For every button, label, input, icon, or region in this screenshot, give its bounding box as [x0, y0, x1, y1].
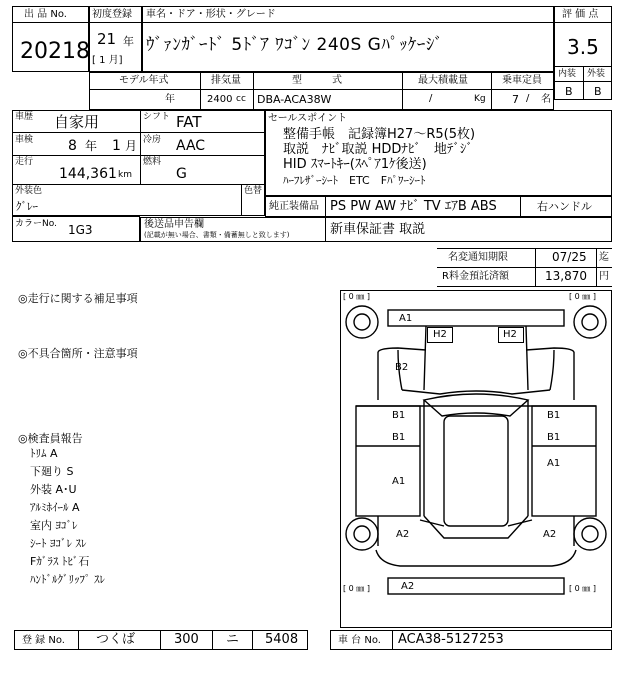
first-reg-year-unit: 年	[123, 35, 134, 48]
displacement-label: 排気量	[211, 75, 241, 86]
color-no-label: カラーNo.	[15, 219, 57, 229]
inspector-line: ｼｰﾄ ﾖｺﾞﾚ ｽﾚ	[30, 537, 87, 550]
shift-value: FAT	[176, 113, 202, 131]
capacity-label: 乗車定員	[502, 75, 542, 86]
damage-mark: B1	[392, 432, 406, 443]
first-reg-month: [ 1 月]	[92, 55, 123, 66]
inspector-line: ﾄﾘﾑ A	[30, 447, 58, 460]
tire-depth-rear-right: [ 0 ㎜ ]	[569, 584, 596, 593]
recycle-value: 13,870	[545, 269, 587, 283]
damage-mark: A1	[399, 313, 413, 324]
shift-label: シフト	[143, 112, 171, 122]
registration-label: 登 録 No.	[22, 635, 65, 646]
sales-point-line: ﾊｰﾌﾚｻﾞｰｼｰﾄ ETC Fﾊﾟﾜｰｼｰﾄ	[283, 174, 426, 187]
recycle-unit: 円	[599, 271, 609, 282]
documents-label: 後送品申告欄	[144, 219, 204, 230]
model-year-label: モデル年式	[119, 75, 169, 86]
max-load-label: 最大積載量	[418, 75, 468, 86]
inspector-line: 室内 ﾖｺﾞﾚ	[30, 519, 78, 532]
fuel-value: G	[176, 166, 187, 182]
tire-depth-front-right: [ 0 ㎜ ]	[569, 292, 596, 301]
max-load-unit: Kg	[474, 94, 486, 104]
damage-mark: A2	[543, 529, 557, 540]
lot-label: 出 品 No.	[24, 9, 67, 20]
inspection-year: 8	[68, 138, 77, 154]
damage-mark: H2	[503, 329, 517, 340]
displacement-value: 2400	[207, 94, 233, 105]
color-no-value: 1G3	[68, 223, 93, 237]
score-label: 評 価 点	[562, 9, 599, 20]
car-outline	[340, 290, 612, 628]
ac-value: AAC	[176, 138, 206, 154]
exterior-label: 外装	[587, 69, 606, 79]
ac-label: 冷房	[143, 135, 162, 145]
registration-number: 5408	[265, 632, 299, 647]
inspector-line: Fｶﾞﾗｽ ﾄﾋﾞ石	[30, 555, 90, 568]
mileage-unit: km	[118, 170, 132, 180]
car-name: ｳﾞｧﾝｶﾞｰﾄﾞ 5ﾄﾞｱ ﾜｺﾞﾝ 240S Gﾊﾟｯｹｰｼﾞ	[146, 35, 444, 55]
sales-point-line: HID ｽﾏｰﾄｷｰ(ｽﾍﾟｱ1ｹ後送)	[283, 157, 427, 172]
equipment-items: PS PW AW ﾅﾋﾞ TV ｴｱB ABS	[330, 199, 497, 214]
chassis-label: 車 台 No.	[338, 635, 381, 646]
damage-mark: A1	[392, 476, 406, 487]
model-label: 型 式	[292, 75, 342, 86]
score-value: 3.5	[567, 35, 599, 59]
tire-depth-front-left: [ 0 ㎜ ]	[343, 292, 370, 301]
interior-label: 内装	[558, 69, 577, 79]
lot-number: 20218	[20, 39, 90, 64]
driving-remarks-label: ◎走行に関する補足事項	[18, 292, 138, 305]
color-value: ｸﾞﾚｰ	[16, 200, 38, 213]
registration-kana: ニ	[226, 632, 240, 647]
chassis-number: ACA38-5127253	[398, 632, 504, 647]
mileage-value: 144,361	[59, 166, 117, 182]
capacity-sep: /	[526, 93, 530, 104]
fuel-label: 燃料	[143, 157, 162, 167]
history-label: 車歴	[15, 112, 34, 122]
inspector-line: 外装 A･U	[30, 483, 77, 496]
exterior-grade: B	[594, 85, 602, 98]
inspection-month: 1	[112, 138, 121, 154]
displacement-unit: cc	[236, 94, 246, 104]
model-year-unit: 年	[165, 94, 175, 105]
tire-depth-rear-left: [ 0 ㎜ ]	[343, 584, 370, 593]
inspector-line: 下廻り S	[30, 465, 74, 478]
first-reg-year: 21	[97, 30, 117, 48]
damage-mark: B2	[395, 362, 409, 373]
history-value: 自家用	[54, 113, 100, 131]
mileage-label: 走行	[15, 157, 34, 167]
inspection-year-unit: 年	[85, 139, 98, 153]
name-change-label: 名変通知期限	[448, 252, 508, 263]
first-reg-label: 初度登録	[92, 9, 132, 20]
max-load-slash: /	[429, 93, 433, 104]
inspector-line: ｱﾙﾐﾎｲｰﾙ A	[30, 501, 80, 514]
name-change-value: 07/25	[552, 250, 587, 264]
vehicle-info-box	[12, 110, 265, 216]
capacity-value: 7	[512, 93, 519, 106]
damage-mark: B1	[392, 410, 406, 421]
registration-class: 300	[174, 632, 199, 647]
damage-mark: H2	[433, 329, 447, 340]
damage-mark: B1	[547, 410, 561, 421]
defect-remarks-label: ◎不具合箇所・注意事項	[18, 347, 138, 360]
inspector-line: ﾊﾝﾄﾞﾙｸﾞﾘｯﾌﾟ ｽﾚ	[30, 573, 105, 586]
capacity-unit: 名	[541, 94, 551, 105]
car-name-label: 車名・ドア・形状・グレード	[146, 9, 276, 20]
name-change-unit: 迄	[599, 252, 609, 263]
sales-points-label: セールスポイント	[268, 113, 348, 124]
inspection-label: 車検	[15, 135, 34, 145]
damage-mark: A1	[547, 458, 561, 469]
inspector-report-label: ◎検査員報告	[18, 432, 83, 445]
registration-area: つくば	[96, 632, 136, 647]
inspection-month-unit: 月	[125, 139, 138, 153]
damage-mark: B1	[547, 432, 561, 443]
damage-mark: A2	[401, 581, 415, 592]
color-mark-label: 色替	[244, 186, 263, 196]
documents-note: (記載が無い場合、書類・備蓄無しと致します)	[144, 231, 290, 239]
recycle-label: R料金預託済額	[442, 271, 509, 282]
color-label: 外装色	[15, 186, 43, 196]
damage-mark: A2	[396, 529, 410, 540]
sales-point-line: 取説 ﾅﾋﾞ取説 HDDﾅﾋﾞ 地ﾃﾞｼﾞ	[283, 142, 473, 157]
steering-side: 右ハンドル	[537, 200, 592, 213]
sales-point-line: 整備手帳 記録簿H27～R5(5枚)	[283, 127, 476, 142]
documents-items: 新車保証書 取説	[330, 222, 426, 237]
interior-grade: B	[565, 85, 573, 98]
equipment-label: 純正装備品	[269, 201, 319, 212]
model-code: DBA-ACA38W	[257, 93, 332, 106]
